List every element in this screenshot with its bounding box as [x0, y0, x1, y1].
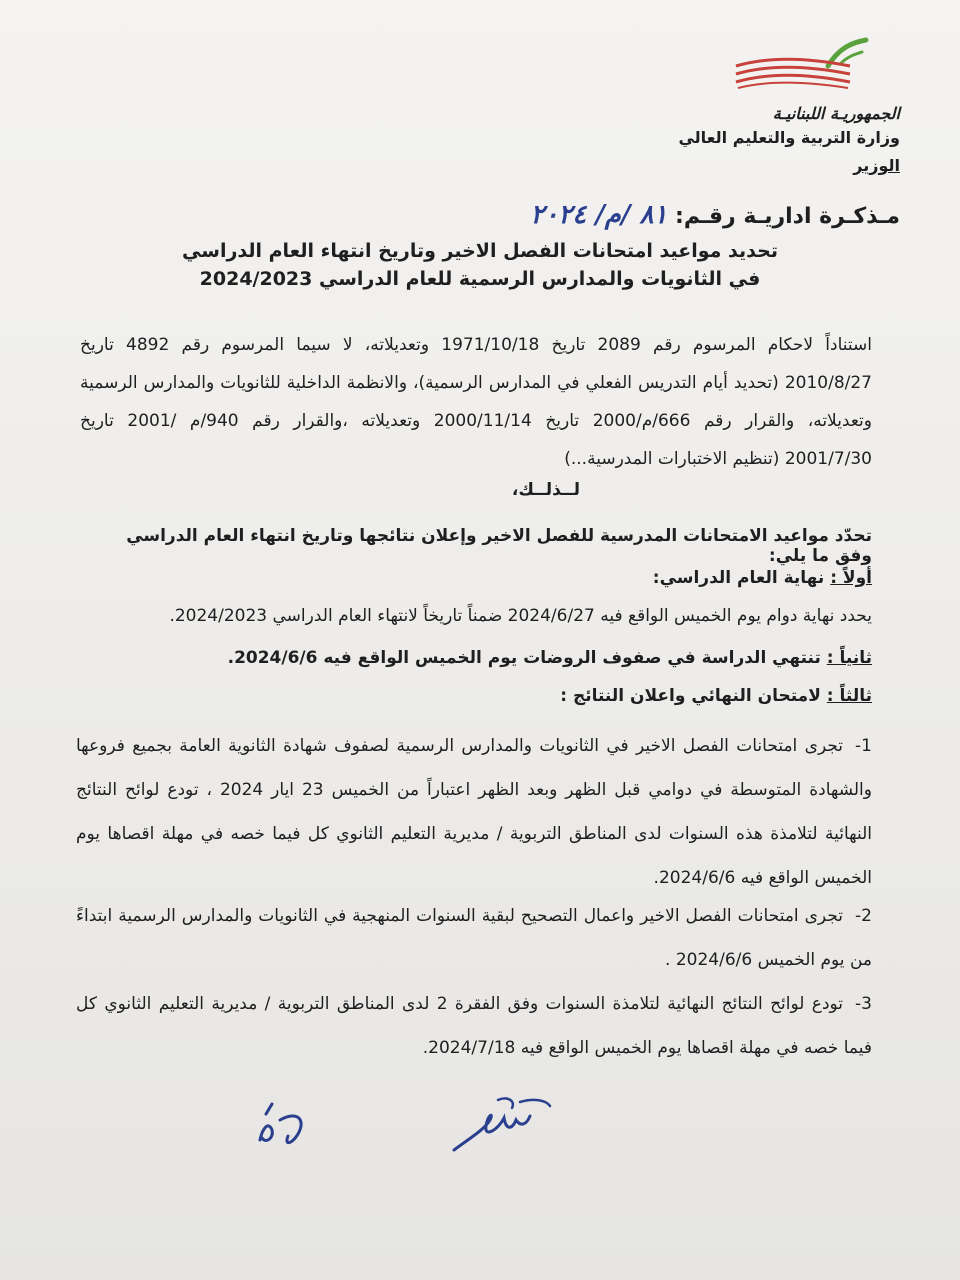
- list-item: [76, 982, 872, 1070]
- ministry-logo: [730, 36, 870, 106]
- decision-statement: تحدّد مواعيد الامتحانات المدرسية للفصل الاخير وإعلان نتائجها وتاريخ انتهاء العام الدراسي وفق ما يلي:: [126, 526, 872, 566]
- list-item: [76, 894, 872, 982]
- item-text: تجرى امتحانات الفصل الاخير في الثانويات والمدارس الرسمية لصفوف شهادة الثانوية العامة بجميع فروعها والشهادة المتوسطة في دوامي قبل الظهر وبعد الظهر اعتباراً من الخميس 23 ايار 2024 ، تودع لوائح النتائج النهائية لتلامذة هذه السنوات لدى المناطق التربوية / مديرية التعليم الثانوي كل فيما خصه في مهلة اقصاها يوم الخميس الواقع فيه 2024/6/6.: [76, 736, 872, 888]
- item-number: 1-: [855, 736, 872, 756]
- therefore-label: لــذلــك،: [511, 480, 580, 500]
- section-1-heading: [80, 568, 872, 588]
- ministry-name: وزارة التربية والتعليم العالي: [678, 128, 900, 147]
- memo-number: ٨١ /م/ ٢٠٢٤: [530, 200, 668, 230]
- item-number: 2-: [855, 906, 872, 926]
- section-1-title: نهاية العام الدراسي:: [652, 568, 825, 588]
- title-line-2: في الثانويات والمدارس الرسمية للعام الدراسي 2024/2023: [199, 268, 761, 290]
- title-line-1: تحديد مواعيد امتحانات الفصل الاخير وتاريخ انتهاء العام الدراسي: [182, 240, 778, 262]
- section-2: [80, 648, 872, 668]
- office-name: الوزير: [853, 156, 900, 175]
- section-3-title: لامتحان النهائي واعلان النتائج :: [560, 686, 821, 706]
- item-text: تودع لوائح النتائج النهائية لتلامذة السنوات وفق الفقرة 2 لدى المناطق التربوية / مديرية التعليم الثانوي كل فيما خصه في مهلة اقصاها يوم الخميس الواقع فيه 2024/7/18.: [76, 994, 872, 1058]
- section-2-body: تنتهي الدراسة في صفوف الروضات يوم الخميس الواقع فيه 2024/6/6.: [227, 648, 821, 668]
- list-item: [76, 724, 872, 900]
- item-text: تجرى امتحانات الفصل الاخير واعمال التصحيح لبقية السنوات المنهجية في الثانويات والمدارس الرسمية ابتداءً من يوم الخميس 2024/6/6 .: [76, 906, 872, 970]
- intro-paragraph: استناداً لاحكام المرسوم رقم 2089 تاريخ 1971/10/18 وتعديلاته، لا سيما المرسوم رقم 4892 تاريخ 2010/8/27 (تحديد أيام التدريس الفعلي في المدارس الرسمية)، والانظمة الداخلية للثانويات والمدارس الرسمية وتعديلاته، والقرار رقم 666/م/2000 تاريخ 2000/11/14 وتعديلاته ،والقرار رقم 940/م /2001 تاريخ 2001/7/30 (تنظيم الاختبارات المدرسية...): [80, 335, 872, 469]
- memo-number-line: [200, 200, 900, 230]
- memo-label: مـذكـرة اداريـة رقـم:: [675, 204, 900, 229]
- section-3-heading: [80, 686, 872, 706]
- handwritten-signature-2: [450, 1090, 560, 1160]
- country-name: الجمهوريـة اللبنانيـة: [772, 104, 900, 123]
- handwritten-signature-1: [250, 1100, 320, 1160]
- letterhead: [640, 102, 900, 178]
- section-3-label: ثالثاً :: [826, 686, 872, 706]
- section-1-label: أولاً :: [830, 568, 872, 588]
- section-2-label: ثانياً :: [826, 648, 872, 668]
- section-1-body: يحدد نهاية دوام يوم الخميس الواقع فيه 2024/6/27 ضمناً تاريخاً لانتهاء العام الدراسي 2024/2023.: [169, 606, 872, 626]
- item-number: 3-: [855, 994, 872, 1014]
